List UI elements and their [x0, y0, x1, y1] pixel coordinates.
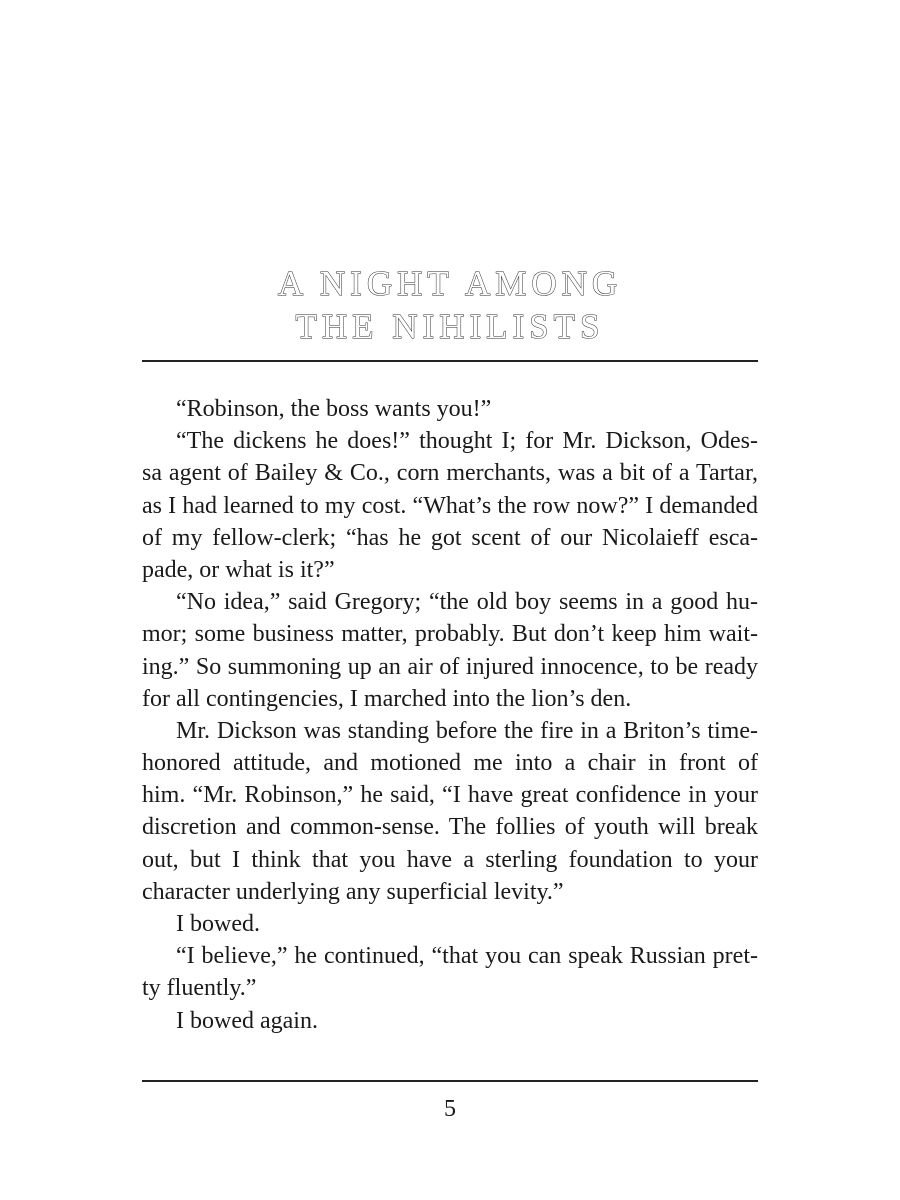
chapter-title	[142, 262, 758, 348]
paragraph	[142, 908, 758, 940]
text-line: ty fluently.”	[142, 975, 257, 1002]
text-line: “No idea,” said Gregory; “the old boy seems in a good hu-	[176, 589, 758, 616]
text-line: of my fellow-clerk; “has he got scent of our Nicolaieff esca-	[142, 524, 758, 551]
text-line: out, but I think that you have a sterling foundation to your	[142, 846, 758, 873]
text-line: “The dickens he does!” thought I; for Mr. Dickson, Odes-	[176, 428, 758, 455]
top-rule	[142, 360, 758, 362]
text-line: him. “Mr. Robinson,” he said, “I have great confidence in your	[142, 782, 758, 809]
text-line: discretion and common-sense. The follies of youth will break	[142, 814, 758, 841]
paragraph	[142, 715, 758, 908]
paragraph	[142, 940, 758, 1004]
paragraph	[142, 586, 758, 715]
body-text	[142, 393, 758, 1037]
text-line: Mr. Dickson was standing before the fire in a Briton’s time-	[176, 717, 758, 744]
text-line: as I had learned to my cost. “What’s the row now?” I demanded	[142, 492, 758, 519]
text-line: honored attitude, and motioned me into a chair in front of	[142, 750, 758, 777]
paragraph	[142, 425, 758, 586]
text-line: pade, or what is it?”	[142, 556, 335, 583]
page-number: 5	[444, 1096, 456, 1122]
text-line: mor; some business matter, probably. But don’t keep him wait-	[142, 621, 758, 648]
text-line: “Robinson, the boss wants you!”	[176, 396, 492, 422]
text-line: for all contingencies, I marched into the lion’s den.	[142, 685, 632, 712]
text-line: sa agent of Bailey & Co., corn merchants, was a bit of a Tartar,	[142, 460, 758, 487]
text-line: I bowed.	[176, 911, 260, 937]
paragraph	[142, 393, 758, 425]
text-line: ing.” So summoning up an air of injured innocence, to be ready	[142, 653, 758, 680]
chapter-title-line: THE NIHILISTS	[295, 307, 605, 346]
bottom-rule	[142, 1080, 758, 1082]
text-line: “I believe,” he continued, “that you can speak Russian pret-	[176, 943, 758, 970]
chapter-title-line: A NIGHT AMONG	[277, 264, 623, 303]
text-line: character underlying any superficial levity.”	[142, 878, 564, 905]
text-line: I bowed again.	[176, 1007, 318, 1034]
paragraph	[142, 1005, 758, 1037]
